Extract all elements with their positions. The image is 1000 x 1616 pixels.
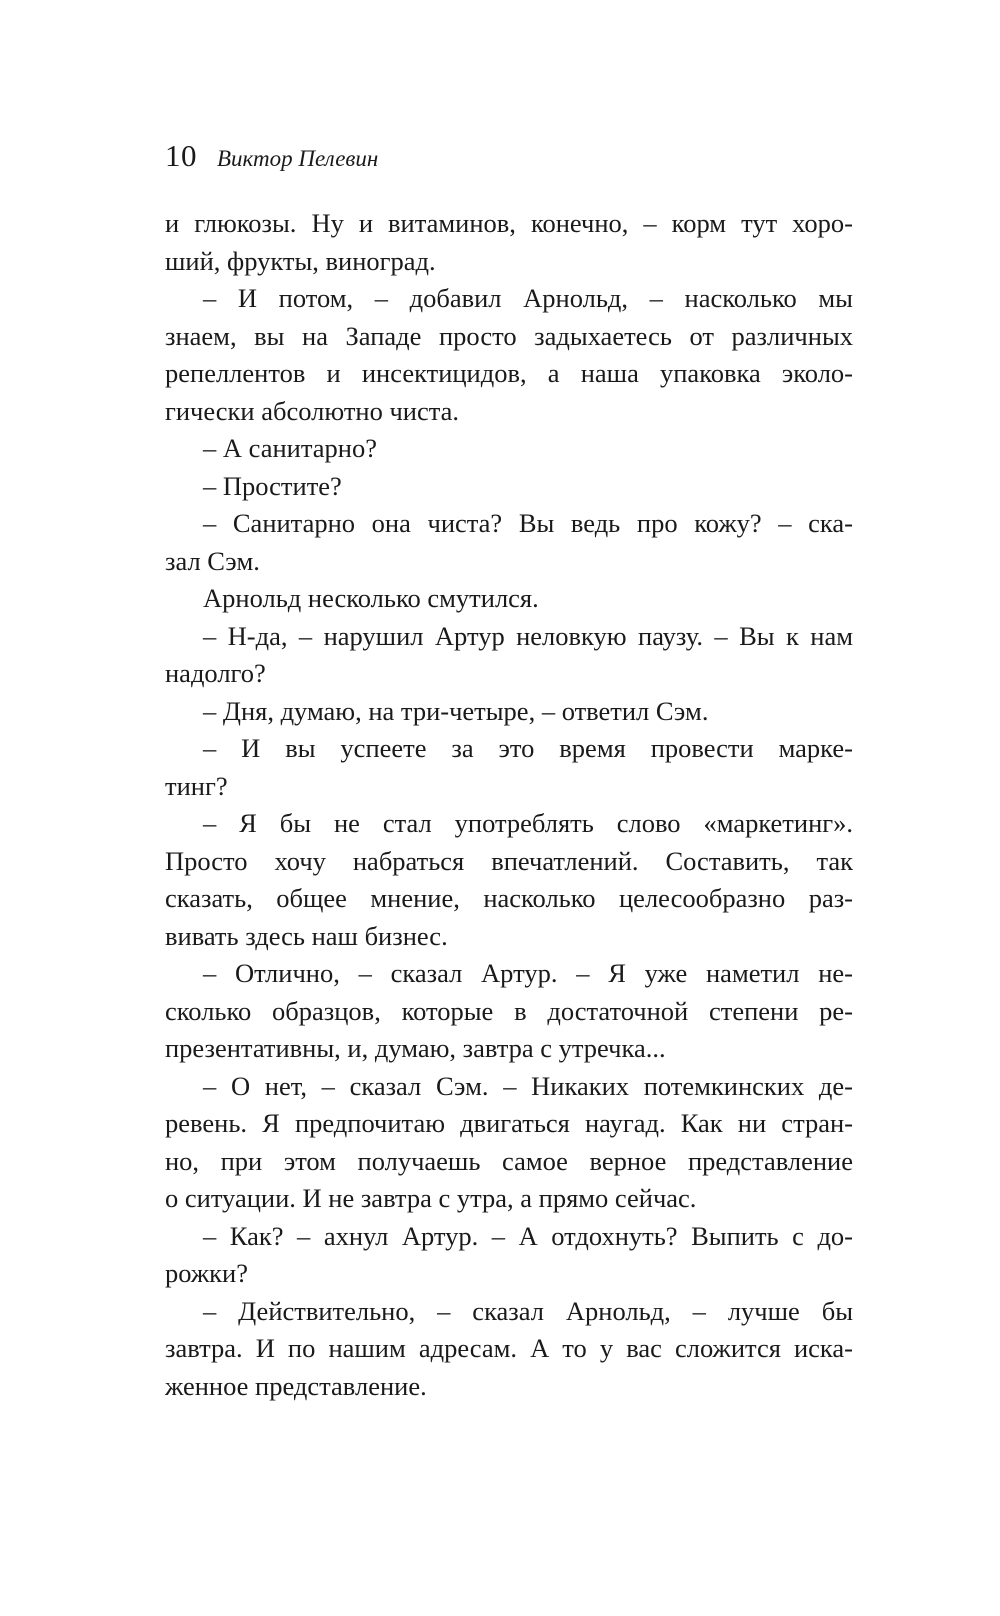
text-line: о ситуации. И не завтра с утра, а прямо сейчас. [165, 1183, 697, 1213]
text-line: и глюкозы. Ну и витаминов, конечно, – корм тут хоро- [165, 208, 853, 238]
text-line: ревень. Я предпочитаю двигаться наугад. Как ни стран- [165, 1108, 853, 1138]
text-line: репеллентов и инсектицидов, а наша упаковка эколо- [165, 358, 853, 388]
text-line: презентативны, и, думаю, завтра с утречка... [165, 1033, 666, 1063]
text-line: – Как? – ахнул Артур. – А отдохнуть? Выпить с до- [203, 1220, 853, 1251]
text-line: – И потом, – добавил Арнольд, – насколько мы [203, 283, 853, 313]
text-line: – Я бы не стал употреблять слово «маркетинг». [203, 808, 853, 838]
text-line: – Санитарно она чиста? Вы ведь про кожу? – ска- [203, 508, 853, 538]
book-author: Виктор Пелевин [217, 146, 379, 171]
text-line: но, при этом получаешь самое верное представление [165, 1145, 853, 1176]
text-line: надолго? [165, 658, 266, 688]
running-head [165, 138, 378, 178]
text-line: – Дня, думаю, на три-четыре, – ответил Сэм. [203, 695, 709, 726]
text-line: тинг? [165, 770, 228, 801]
text-line: знаем, вы на Западе просто задыхаетесь от различных [165, 320, 853, 351]
text-line: – Простите? [203, 470, 342, 501]
text-line: ший, фрукты, виноград. [165, 245, 436, 276]
text-line: зал Сэм. [165, 545, 260, 576]
text-line: женное представление. [165, 1370, 427, 1401]
text-line: сколько образцов, которые в достаточной степени ре- [165, 995, 853, 1026]
text-line: Арнольд несколько смутился. [203, 583, 539, 613]
text-line: гически абсолютно чиста. [165, 395, 460, 426]
text-line: завтра. И по нашим адресам. А то у вас сложится иска- [165, 1333, 853, 1363]
text-line: – Действительно, – сказал Арнольд, – лучше бы [203, 1295, 853, 1326]
text-line: – И вы успеете за это время провести марке- [203, 733, 853, 763]
text-line: – А санитарно? [203, 433, 377, 463]
text-line: Просто хочу набраться впечатлений. Составить, так [165, 845, 853, 876]
text-line: рожки? [165, 1258, 248, 1288]
text-line: – Отлично, – сказал Артур. – Я уже наметил не- [203, 958, 853, 988]
text-line: – О нет, – сказал Сэм. – Никаких потемкинских де- [203, 1070, 853, 1101]
body-text [165, 205, 853, 1405]
text-line: вивать здесь наш бизнес. [165, 920, 448, 951]
page-number: 10 [165, 138, 197, 173]
text-line: – Н-да, – нарушил Артур неловкую паузу. – Вы к нам [203, 620, 853, 651]
text-line: сказать, общее мнение, насколько целесообразно раз- [165, 883, 853, 913]
